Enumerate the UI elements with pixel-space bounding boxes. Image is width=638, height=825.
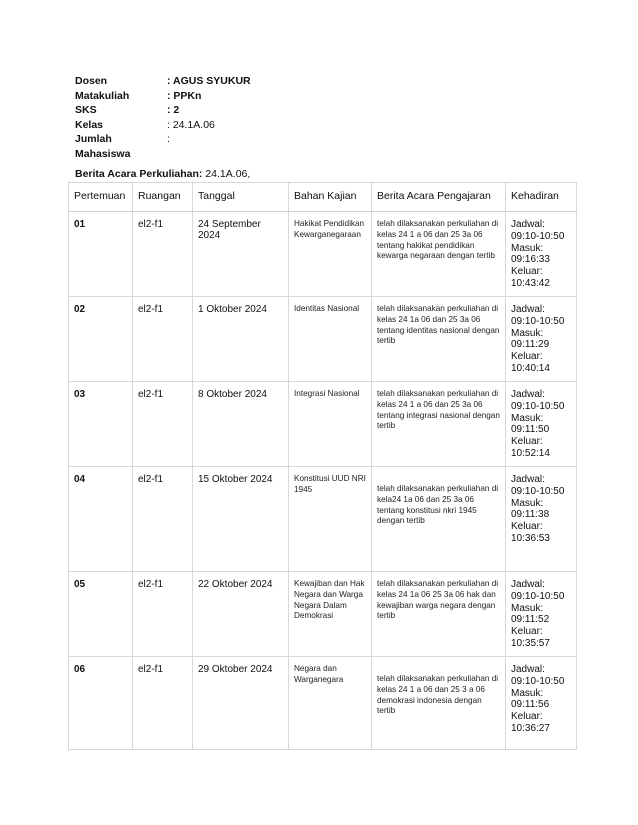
keluar-label: Keluar: [511,711,543,723]
cell-pertemuan: 03 [69,382,133,467]
matakuliah-label: Matakuliah [75,89,130,102]
course-info [75,74,251,161]
table-row [69,467,577,572]
masuk-label: Masuk: [511,497,544,509]
sks-row [75,103,251,118]
jumlah-value: : [167,133,170,145]
keluar-label: Keluar: [511,626,543,638]
masuk-value: 09:11:38 [511,509,550,521]
cell-berita [372,467,506,572]
cell-berita [372,657,506,750]
matakuliah-value: : PPKn [167,89,202,102]
keluar-label: Keluar: [511,521,543,533]
sks-value: : 2 [167,104,180,116]
dosen-value: : AGUS SYUKUR [167,75,251,87]
cell-berita: telah dilaksanakan perkuliahan di kelas 24 1 a 06 dan 25 3a 06 tentang integrasi nasional dengan tertib [372,382,506,467]
table-row [69,657,577,750]
cell-kehadiran [506,572,577,657]
cell-berita: telah dilaksanakan perkuliahan di kelas 24 1a 06 dan 25 3a 06 tentang identitas nasional dengan tertib [372,297,506,382]
masuk-label: Masuk: [511,327,544,339]
jadwal-value: 09:10-10:50 [511,675,565,687]
cell-berita: telah dilaksanakan perkuliahan di kelas 24 1a 06 25 3a 06 hak dan kewajiban warga negara dengan tertib [372,572,506,657]
table-row [69,572,577,657]
cell-bahan: Negara dan Warganegara [289,657,372,750]
cell-tanggal: 22 Oktober 2024 [193,572,289,657]
keluar-value: 10:43:42 [511,277,550,289]
jumlah-row [75,132,251,161]
jadwal-label: Jadwal: [511,474,545,485]
cell-pertemuan: 05 [69,572,133,657]
keluar-value: 10:36:27 [511,722,550,734]
cell-ruangan: el2-f1 [133,212,193,297]
col-bahan-kajian: Bahan Kajian [289,183,372,212]
col-berita-acara: Berita Acara Pengajaran [372,183,506,212]
jadwal-value: 09:10-10:50 [511,485,565,497]
attendance-table [68,182,577,750]
sks-label: SKS [75,104,97,116]
cell-berita: telah dilaksanakan perkuliahan di kelas 24 1 a 06 dan 25 3a 06 tentang hakikat pendidikan kewarga negaraan dengan tertib [372,212,506,297]
jadwal-label: Jadwal: [511,389,545,400]
masuk-label: Masuk: [511,602,544,614]
table-row [69,212,577,297]
matakuliah-row [75,89,251,104]
keluar-label: Keluar: [511,351,543,363]
cell-tanggal: 1 Oktober 2024 [193,297,289,382]
dosen-label: Dosen [75,75,108,87]
cell-ruangan: el2-f1 [133,467,193,572]
cell-pertemuan: 04 [69,467,133,572]
col-tanggal: Tanggal [193,183,289,212]
masuk-value: 09:11:52 [511,614,550,626]
jadwal-label: Jadwal: [511,664,545,675]
jadwal-value: 09:10-10:50 [511,315,565,327]
table-row [69,297,577,382]
kelas-value: : 24.1A.06 [167,118,215,131]
cell-pertemuan: 02 [69,297,133,382]
jumlah-label: Jumlah Mahasiswa [75,133,131,160]
masuk-label: Masuk: [511,242,544,254]
cell-kehadiran [506,657,577,750]
jadwal-value: 09:10-10:50 [511,230,565,242]
kelas-row [75,118,251,133]
jadwal-value: 09:10-10:50 [511,400,565,412]
cell-bahan: Hakikat Pendidikan Kewarganegaraan [289,212,372,297]
cell-tanggal: 24 September 2024 [193,212,289,297]
col-ruangan: Ruangan [133,183,193,212]
keluar-value: 10:40:14 [511,362,550,374]
cell-ruangan: el2-f1 [133,572,193,657]
cell-kehadiran [506,297,577,382]
cell-bahan: Integrasi Nasional [289,382,372,467]
berita-label: Berita Acara Perkuliahan: [75,168,203,180]
keluar-value: 10:52:14 [511,447,550,459]
cell-kehadiran [506,212,577,297]
berita-value: 24.1A.06, [202,168,251,180]
masuk-label: Masuk: [511,412,544,424]
cell-tanggal: 29 Oktober 2024 [193,657,289,750]
masuk-label: Masuk: [511,687,544,699]
table-row [69,382,577,467]
cell-pertemuan: 01 [69,212,133,297]
jadwal-label: Jadwal: [511,579,545,590]
berita-text: telah dilaksanakan perkuliahan di kelas 24 1 a 06 dan 25 3 a 06 demokrasi indonesia dengan tertib [377,674,499,716]
masuk-value: 09:11:29 [511,339,550,351]
cell-kehadiran [506,382,577,467]
cell-bahan: Konstitusi UUD NRI 1945 [289,467,372,572]
keluar-value: 10:36:53 [511,532,550,544]
masuk-value: 09:11:56 [511,699,550,711]
col-kehadiran: Kehadiran [506,183,577,212]
berita-acara-heading [75,168,250,180]
dosen-row [75,74,251,89]
jadwal-label: Jadwal: [511,219,545,230]
berita-text: telah dilaksanakan perkuliahan di kela24 1a 06 dan 25 3a 06 tentang konstitusi nkri 1945 dengan tertib [377,484,499,526]
cell-bahan: Kewajiban dan Hak Negara dan Warga Negara Dalam Demokrasi [289,572,372,657]
kelas-label: Kelas [75,118,104,131]
cell-tanggal: 15 Oktober 2024 [193,467,289,572]
masuk-value: 09:16:33 [511,254,550,266]
keluar-value: 10:35:57 [511,637,550,649]
cell-bahan: Identitas Nasional [289,297,372,382]
cell-kehadiran [506,467,577,572]
jadwal-value: 09:10-10:50 [511,590,565,602]
keluar-label: Keluar: [511,266,543,278]
table-header-row [69,183,577,212]
cell-ruangan: el2-f1 [133,297,193,382]
cell-ruangan: el2-f1 [133,382,193,467]
cell-ruangan: el2-f1 [133,657,193,750]
jadwal-label: Jadwal: [511,304,545,315]
cell-pertemuan: 06 [69,657,133,750]
cell-tanggal: 8 Oktober 2024 [193,382,289,467]
col-pertemuan: Pertemuan [69,183,133,212]
masuk-value: 09:11:50 [511,424,550,436]
keluar-label: Keluar: [511,436,543,448]
